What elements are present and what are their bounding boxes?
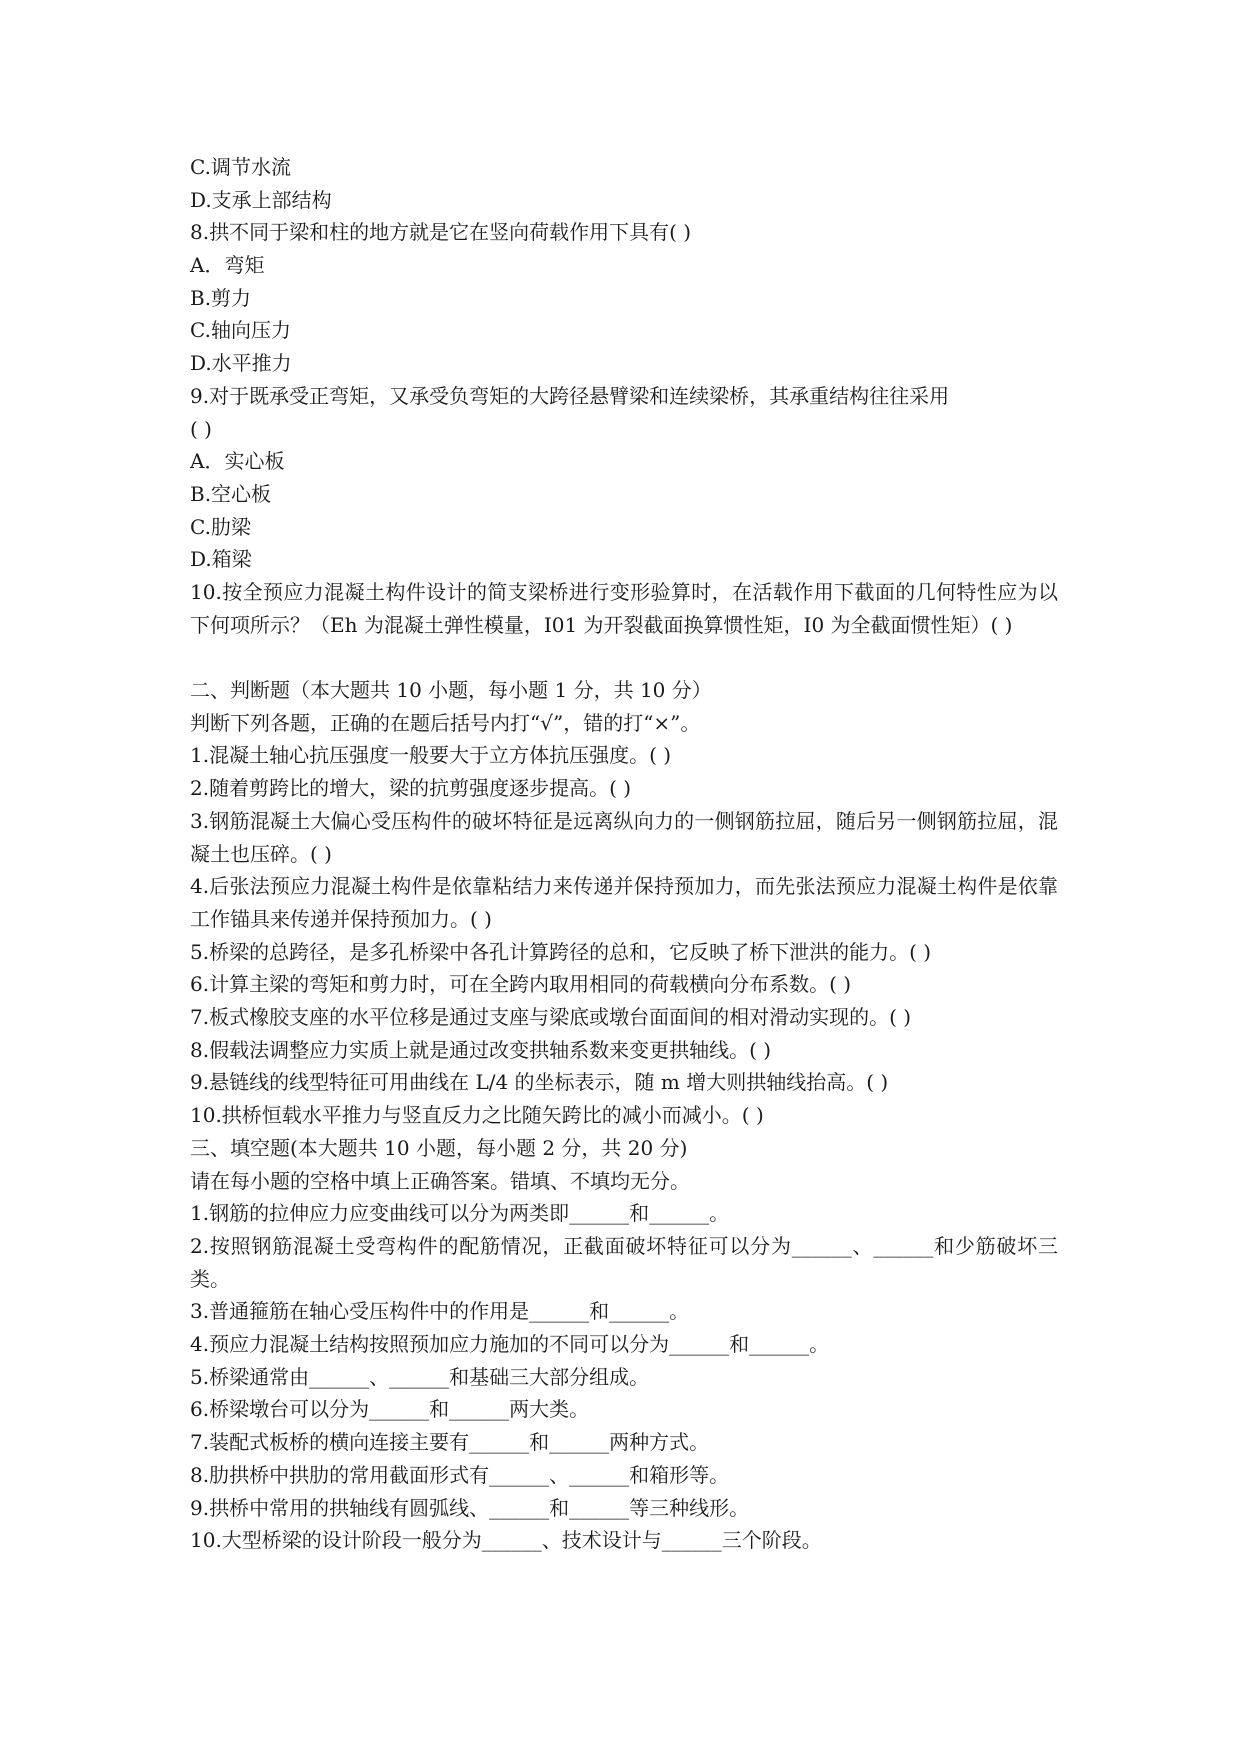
judgement-item-6: 6.计算主梁的弯矩和剪力时，可在全跨内取用相同的荷载横向分布系数。( ) (190, 972, 852, 997)
fill-item-2: 2.按照钢筋混凝土受弯构件的配筋情况，正截面破坏特征可以分为______、______和少筋破坏三类。 (190, 1233, 1058, 1291)
judgement-item-7: 7.板式橡胶支座的水平位移是通过支座与梁底或墩台面面间的相对滑动实现的。( ) (190, 1005, 912, 1030)
question-8-option-b: B.剪力 (190, 285, 252, 310)
judgement-item-3: 3.钢筋混凝土大偏心受压构件的破坏特征是远离纵向力的一侧钢筋拉屈，随后另一侧钢筋拉屈，混凝土也压碎。( ) (190, 808, 1058, 866)
fill-item-4: 4.预应力混凝土结构按照预加应力施加的不同可以分为______和______。 (190, 1332, 830, 1357)
question-8-option-a: A．弯矩 (190, 253, 265, 278)
question-9-option-b: B.空心板 (190, 481, 272, 506)
judgement-item-4: 4.后张法预应力混凝土构件是依靠粘结力来传递并保持预加力，而先张法预应力混凝土构件是依靠工作锚具来传递并保持预加力。( ) (190, 874, 1058, 931)
section-2-title: 二、判断题（本大题共 10 小题，每小题 1 分，共 10 分） (190, 678, 712, 703)
judgement-item-2: 2.随着剪跨比的增大，梁的抗剪强度逐步提高。( ) (190, 776, 632, 801)
judgement-item-9: 9.悬链线的线型特征可用曲线在 L/4 的坐标表示，随 m 增大则拱轴线抬高。( ) (190, 1070, 889, 1095)
fill-item-7: 7.装配式板桥的横向连接主要有______和______两种方式。 (190, 1430, 710, 1455)
fill-item-8: 8.肋拱桥中拱肋的常用截面形式有______、______和箱形等。 (190, 1462, 730, 1487)
question-8-stem: 8.拱不同于梁和柱的地方就是它在竖向荷载作用下具有( ) (190, 220, 692, 245)
question-9-option-d: D.箱梁 (190, 547, 252, 572)
question-9-bracket: ( ) (190, 416, 212, 441)
question-10-stem: 10.按全预应力混凝土构件设计的简支梁桥进行变形验算时，在活载作用下截面的几何特性应为以下何项所示？（Eh 为混凝土弹性模量，I01 为开裂截面换算惯性矩，I0 为全截面惯性矩）( ) (190, 579, 1058, 637)
option-c: C.调节水流 (190, 155, 291, 179)
judgement-item-10: 10.拱桥恒载水平推力与竖直反力之比随矢跨比的减小而减小。( ) (190, 1103, 764, 1128)
fill-item-9: 9.拱桥中常用的拱轴线有圆弧线、______和______等三种线形。 (190, 1495, 750, 1520)
question-9-option-c: C.肋梁 (190, 514, 251, 539)
section-3-instruction: 请在每小题的空格中填上正确答案。错填、不填均无分。 (190, 1168, 690, 1193)
fill-item-1: 1.钢筋的拉伸应力应变曲线可以分为两类即______和______。 (190, 1201, 730, 1226)
judgement-item-5: 5.桥梁的总跨径，是多孔桥梁中各孔计算跨径的总和，它反映了桥下泄洪的能力。( ) (190, 939, 932, 964)
fill-item-5: 5.桥梁通常由______、______和基础三大部分组成。 (190, 1364, 650, 1389)
option-d: D.支承上部结构 (190, 187, 332, 212)
question-9-stem: 9.对于既承受正弯矩，又承受负弯矩的大跨径悬臂梁和连续梁桥，其承重结构往往采用 (190, 383, 950, 408)
section-3-title: 三、填空题(本大题共 10 小题，每小题 2 分，共 20 分) (190, 1135, 688, 1160)
exam-content (190, 151, 1058, 1557)
question-8-option-c: C.轴向压力 (190, 318, 291, 343)
fill-item-6: 6.桥梁墩台可以分为______和______两大类。 (190, 1397, 590, 1422)
question-9-option-a: A．实心板 (190, 449, 285, 474)
judgement-item-8: 8.假载法调整应力实质上就是通过改变拱轴系数来变更拱轴线。( ) (190, 1037, 772, 1062)
blank-line (190, 641, 1058, 674)
fill-item-10: 10.大型桥梁的设计阶段一般分为______、技术设计与______三个阶段。 (190, 1528, 822, 1553)
section-2-instruction: 判断下列各题，正确的在题后括号内打“√”，错的打“×”。 (190, 710, 701, 735)
question-8-option-d: D.水平推力 (190, 351, 292, 376)
judgement-item-1: 1.混凝土轴心抗压强度一般要大于立方体抗压强度。( ) (190, 743, 672, 768)
fill-item-3: 3.普通箍筋在轴心受压构件中的作用是______和______。 (190, 1299, 690, 1324)
